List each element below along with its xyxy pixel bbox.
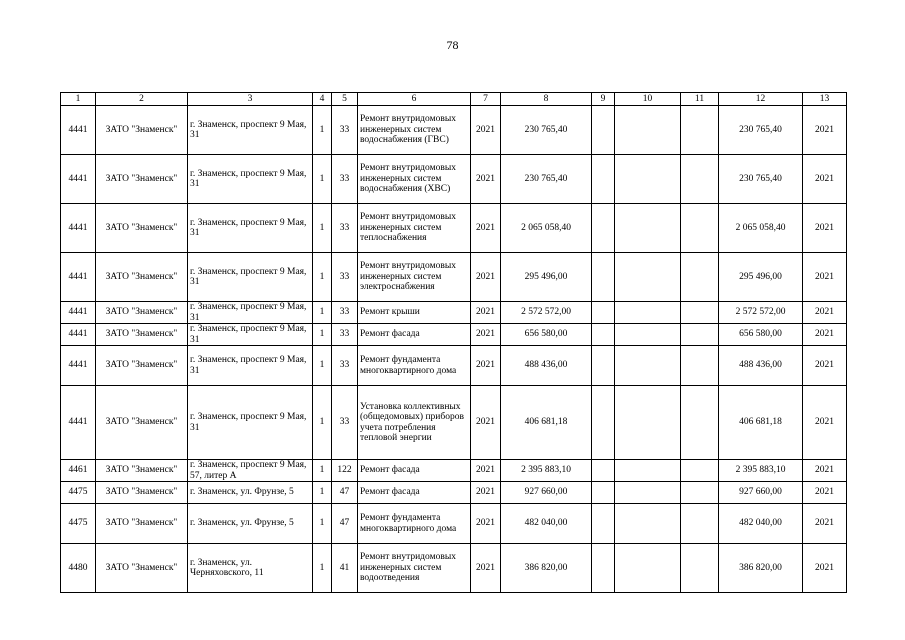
col-4-cell: 1 [313,460,332,482]
cost-cell: 482 040,00 [501,504,592,544]
municipality-cell: ЗАТО "Знаменск" [96,253,188,302]
end-year-cell: 2021 [803,253,847,302]
col-10-cell [615,253,681,302]
end-year-cell: 2021 [803,106,847,155]
col-10-cell [615,302,681,324]
col-4-cell: 1 [313,155,332,204]
end-year-cell: 2021 [803,460,847,482]
municipality-cell: ЗАТО "Знаменск" [96,386,188,460]
cost-cell: 927 660,00 [501,482,592,504]
col-11-cell [681,504,719,544]
end-year-cell: 2021 [803,346,847,386]
end-year-cell: 2021 [803,302,847,324]
work-type-cell: Ремонт внутридомовых инженерных систем водоотведения [358,544,471,593]
col-9-cell [592,482,615,504]
col-5-cell: 33 [332,204,358,253]
cost-cell: 656 580,00 [501,324,592,346]
col-11-cell [681,155,719,204]
col-5-cell: 41 [332,544,358,593]
col-4-cell: 1 [313,324,332,346]
object-id-cell: 4480 [61,544,96,593]
end-year-cell: 2021 [803,482,847,504]
col-9-cell [592,155,615,204]
object-id-cell: 4461 [61,460,96,482]
col-5-cell: 33 [332,302,358,324]
total-cost-cell: 230 765,40 [719,155,803,204]
col-10-cell [615,544,681,593]
cost-cell: 230 765,40 [501,155,592,204]
address-cell: г. Знаменск, проспект 9 Мая, 31 [188,253,313,302]
table-row [61,324,847,346]
col-10-cell [615,155,681,204]
year-cell: 2021 [471,302,501,324]
municipality-cell: ЗАТО "Знаменск" [96,544,188,593]
col-11-cell [681,482,719,504]
table-row [61,386,847,460]
column-header: 4 [313,93,332,106]
end-year-cell: 2021 [803,204,847,253]
address-cell: г. Знаменск, проспект 9 Мая, 57, литер А [188,460,313,482]
col-4-cell: 1 [313,253,332,302]
column-header: 10 [615,93,681,106]
column-header: 9 [592,93,615,106]
object-id-cell: 4441 [61,204,96,253]
column-header: 3 [188,93,313,106]
table-row [61,346,847,386]
municipality-cell: ЗАТО "Знаменск" [96,155,188,204]
table-row [61,253,847,302]
year-cell: 2021 [471,460,501,482]
col-10-cell [615,460,681,482]
address-cell: г. Знаменск, проспект 9 Мая, 31 [188,155,313,204]
object-id-cell: 4475 [61,482,96,504]
address-cell: г. Знаменск, проспект 9 Мая, 31 [188,106,313,155]
object-id-cell: 4441 [61,106,96,155]
column-header: 7 [471,93,501,106]
work-type-cell: Ремонт внутридомовых инженерных систем водоснабжения (ГВС) [358,106,471,155]
table-row [61,460,847,482]
year-cell: 2021 [471,155,501,204]
col-9-cell [592,346,615,386]
total-cost-cell: 386 820,00 [719,544,803,593]
col-10-cell [615,106,681,155]
object-id-cell: 4475 [61,504,96,544]
cost-cell: 488 436,00 [501,346,592,386]
municipality-cell: ЗАТО "Знаменск" [96,106,188,155]
col-9-cell [592,253,615,302]
column-header: 6 [358,93,471,106]
object-id-cell: 4441 [61,302,96,324]
col-5-cell: 47 [332,504,358,544]
column-number-row [61,93,847,106]
column-header: 12 [719,93,803,106]
year-cell: 2021 [471,324,501,346]
object-id-cell: 4441 [61,324,96,346]
year-cell: 2021 [471,346,501,386]
page-number: 78 [446,38,459,52]
object-id-cell: 4441 [61,346,96,386]
col-11-cell [681,346,719,386]
work-type-cell: Ремонт фасада [358,324,471,346]
cost-cell: 2 572 572,00 [501,302,592,324]
address-cell: г. Знаменск, проспект 9 Мая, 31 [188,324,313,346]
end-year-cell: 2021 [803,324,847,346]
col-5-cell: 33 [332,253,358,302]
total-cost-cell: 230 765,40 [719,106,803,155]
col-9-cell [592,302,615,324]
total-cost-cell: 295 496,00 [719,253,803,302]
year-cell: 2021 [471,106,501,155]
col-11-cell [681,544,719,593]
col-4-cell: 1 [313,386,332,460]
col-5-cell: 33 [332,346,358,386]
end-year-cell: 2021 [803,386,847,460]
col-4-cell: 1 [313,504,332,544]
address-cell: г. Знаменск, проспект 9 Мая, 31 [188,386,313,460]
col-4-cell: 1 [313,482,332,504]
col-10-cell [615,324,681,346]
col-9-cell [592,460,615,482]
object-id-cell: 4441 [61,155,96,204]
table-row [61,544,847,593]
work-type-cell: Ремонт фасада [358,460,471,482]
total-cost-cell: 2 065 058,40 [719,204,803,253]
municipality-cell: ЗАТО "Знаменск" [96,302,188,324]
col-4-cell: 1 [313,302,332,324]
work-type-cell: Ремонт фундамента многоквартирного дома [358,504,471,544]
col-10-cell [615,204,681,253]
total-cost-cell: 488 436,00 [719,346,803,386]
col-5-cell: 33 [332,155,358,204]
table-row [61,155,847,204]
col-9-cell [592,504,615,544]
total-cost-cell: 482 040,00 [719,504,803,544]
municipality-cell: ЗАТО "Знаменск" [96,504,188,544]
year-cell: 2021 [471,504,501,544]
year-cell: 2021 [471,253,501,302]
table-row [61,504,847,544]
col-4-cell: 1 [313,106,332,155]
total-cost-cell: 656 580,00 [719,324,803,346]
cost-cell: 295 496,00 [501,253,592,302]
object-id-cell: 4441 [61,253,96,302]
cost-cell: 406 681,18 [501,386,592,460]
table-row [61,302,847,324]
col-9-cell [592,324,615,346]
cost-cell: 2 065 058,40 [501,204,592,253]
col-9-cell [592,106,615,155]
cost-cell: 230 765,40 [501,106,592,155]
col-11-cell [681,204,719,253]
municipality-cell: ЗАТО "Знаменск" [96,324,188,346]
column-header: 11 [681,93,719,106]
work-type-cell: Ремонт внутридомовых инженерных систем теплоснабжения [358,204,471,253]
col-11-cell [681,324,719,346]
total-cost-cell: 927 660,00 [719,482,803,504]
table-row [61,204,847,253]
work-type-cell: Ремонт фундамента многоквартирного дома [358,346,471,386]
municipality-cell: ЗАТО "Знаменск" [96,204,188,253]
year-cell: 2021 [471,386,501,460]
col-5-cell: 33 [332,386,358,460]
object-id-cell: 4441 [61,386,96,460]
address-cell: г. Знаменск, проспект 9 Мая, 31 [188,302,313,324]
col-4-cell: 1 [313,204,332,253]
table-row [61,106,847,155]
col-11-cell [681,460,719,482]
col-11-cell [681,302,719,324]
column-header: 1 [61,93,96,106]
cost-cell: 2 395 883,10 [501,460,592,482]
work-type-cell: Ремонт крыши [358,302,471,324]
col-5-cell: 33 [332,106,358,155]
col-5-cell: 122 [332,460,358,482]
municipality-cell: ЗАТО "Знаменск" [96,460,188,482]
address-cell: г. Знаменск, проспект 9 Мая, 31 [188,346,313,386]
col-10-cell [615,482,681,504]
col-11-cell [681,386,719,460]
col-11-cell [681,253,719,302]
col-4-cell: 1 [313,544,332,593]
table-row [61,482,847,504]
address-cell: г. Знаменск, ул. Черняховского, 11 [188,544,313,593]
col-4-cell: 1 [313,346,332,386]
column-header: 8 [501,93,592,106]
col-9-cell [592,204,615,253]
col-10-cell [615,346,681,386]
column-header: 5 [332,93,358,106]
end-year-cell: 2021 [803,504,847,544]
repair-program-table [60,92,847,593]
col-10-cell [615,504,681,544]
work-type-cell: Ремонт внутридомовых инженерных систем электроснабжения [358,253,471,302]
year-cell: 2021 [471,204,501,253]
municipality-cell: ЗАТО "Знаменск" [96,482,188,504]
column-header: 13 [803,93,847,106]
end-year-cell: 2021 [803,155,847,204]
col-10-cell [615,386,681,460]
year-cell: 2021 [471,482,501,504]
work-type-cell: Ремонт внутридомовых инженерных систем водоснабжения (ХВС) [358,155,471,204]
work-type-cell: Установка коллективных (общедомовых) приборов учета потребления тепловой энергии [358,386,471,460]
work-type-cell: Ремонт фасада [358,482,471,504]
col-5-cell: 47 [332,482,358,504]
year-cell: 2021 [471,544,501,593]
col-5-cell: 33 [332,324,358,346]
address-cell: г. Знаменск, ул. Фрунзе, 5 [188,482,313,504]
end-year-cell: 2021 [803,544,847,593]
municipality-cell: ЗАТО "Знаменск" [96,346,188,386]
address-cell: г. Знаменск, проспект 9 Мая, 31 [188,204,313,253]
total-cost-cell: 406 681,18 [719,386,803,460]
cost-cell: 386 820,00 [501,544,592,593]
column-header: 2 [96,93,188,106]
col-9-cell [592,386,615,460]
address-cell: г. Знаменск, ул. Фрунзе, 5 [188,504,313,544]
col-9-cell [592,544,615,593]
col-11-cell [681,106,719,155]
total-cost-cell: 2 572 572,00 [719,302,803,324]
total-cost-cell: 2 395 883,10 [719,460,803,482]
